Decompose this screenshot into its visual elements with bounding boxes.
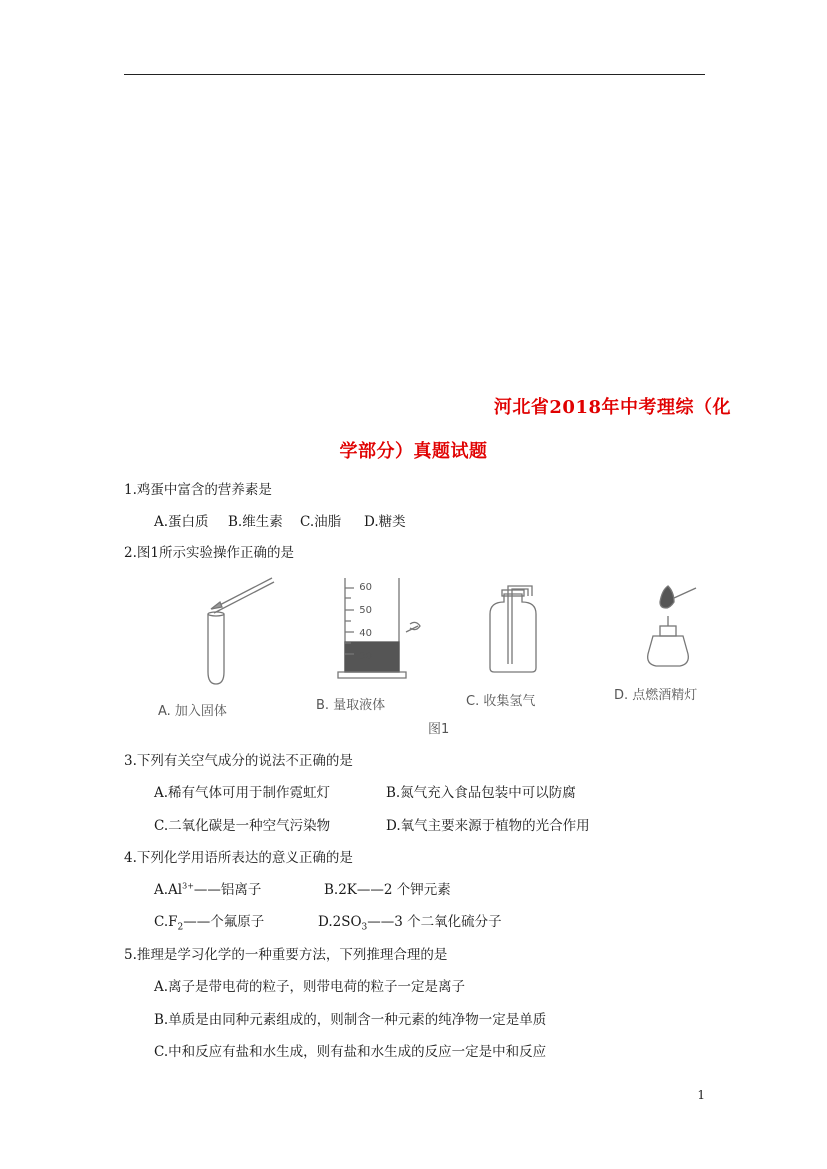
question-1-option-a: A.蛋白质	[154, 514, 209, 530]
question-5-option-c: C.中和反应有盐和水生成，则有盐和水生成的反应一定是中和反应	[154, 1044, 547, 1060]
charge-superscript: 3+	[182, 881, 194, 891]
eye-icon	[406, 622, 420, 632]
cylinder-tick-label: 60	[359, 582, 372, 593]
gas-bottle-icon	[490, 586, 536, 672]
option-text: D.2SO	[318, 914, 362, 930]
question-4-option-d	[318, 910, 502, 933]
option-text: ——3 个二氧化硫分子	[367, 914, 502, 930]
question-1-option-d: D.糖类	[364, 514, 406, 530]
flame-icon	[660, 586, 696, 608]
question-1-option-b: B.维生素	[228, 514, 283, 530]
figure-caption: 图1	[428, 722, 450, 737]
question-1-stem: 1.鸡蛋中富含的营养素是	[124, 482, 272, 498]
question-5-option-a: A.离子是带电荷的粒子，则带电荷的粒子一定是离子	[154, 979, 466, 995]
question-3-stem: 3.下列有关空气成分的说法不正确的是	[124, 753, 353, 769]
question-3-option-c: C.二氧化碳是一种空气污染物	[154, 818, 331, 834]
question-2-stem: 2.图1所示实验操作正确的是	[124, 545, 294, 561]
question-3-option-d: D.氧气主要来源于植物的光合作用	[386, 818, 590, 834]
page-title-line-1: 河北省2018年中考理综（化	[493, 397, 731, 418]
figure-label-b: B. 量取液体	[316, 698, 386, 713]
alcohol-lamp-icon	[648, 616, 689, 666]
figure-label-c: C. 收集氢气	[466, 694, 536, 709]
option-text: A.Al	[154, 882, 183, 898]
subscript: 2	[177, 922, 184, 933]
figure-1-drawing	[148, 574, 768, 739]
question-4-option-c	[154, 910, 264, 933]
cylinder-scale	[348, 576, 372, 668]
question-3-option-a: A.稀有气体可用于制作霓虹灯	[154, 785, 331, 801]
cylinder-tick-label: 30	[359, 651, 372, 662]
option-text: C.F	[154, 914, 178, 930]
option-text: ——铝离子	[193, 882, 262, 898]
header-rule	[124, 74, 705, 75]
figure-label-a: A. 加入固体	[158, 704, 227, 719]
page-title-line-2: 学部分）真题试题	[339, 441, 488, 462]
question-4-option-a	[154, 878, 261, 898]
question-5-stem: 5.推理是学习化学的一种重要方法，下列推理合理的是	[124, 947, 448, 963]
question-5-option-b: B.单质是由同种元素组成的，则制含一种元素的纯净物一定是单质	[154, 1012, 547, 1028]
question-1-option-c: C.油脂	[300, 514, 342, 530]
option-text: ——个氟原子	[183, 914, 265, 930]
subscript: 3	[361, 922, 368, 933]
question-4-option-b	[324, 878, 451, 898]
question-3-option-b: B.氮气充入食品包装中可以防腐	[386, 785, 576, 801]
figure-1	[148, 574, 768, 739]
test-tube-icon	[208, 612, 224, 684]
spatula-icon	[211, 578, 274, 613]
figure-label-d: D. 点燃酒精灯	[614, 688, 698, 703]
question-4-stem: 4.下列化学用语所表达的意义正确的是	[124, 850, 353, 866]
option-text: B.2K——2 个钾元素	[324, 882, 451, 898]
cylinder-tick-label: 50	[359, 605, 372, 616]
cylinder-tick-label: 40	[359, 628, 372, 639]
page-number: 1	[697, 1088, 705, 1102]
